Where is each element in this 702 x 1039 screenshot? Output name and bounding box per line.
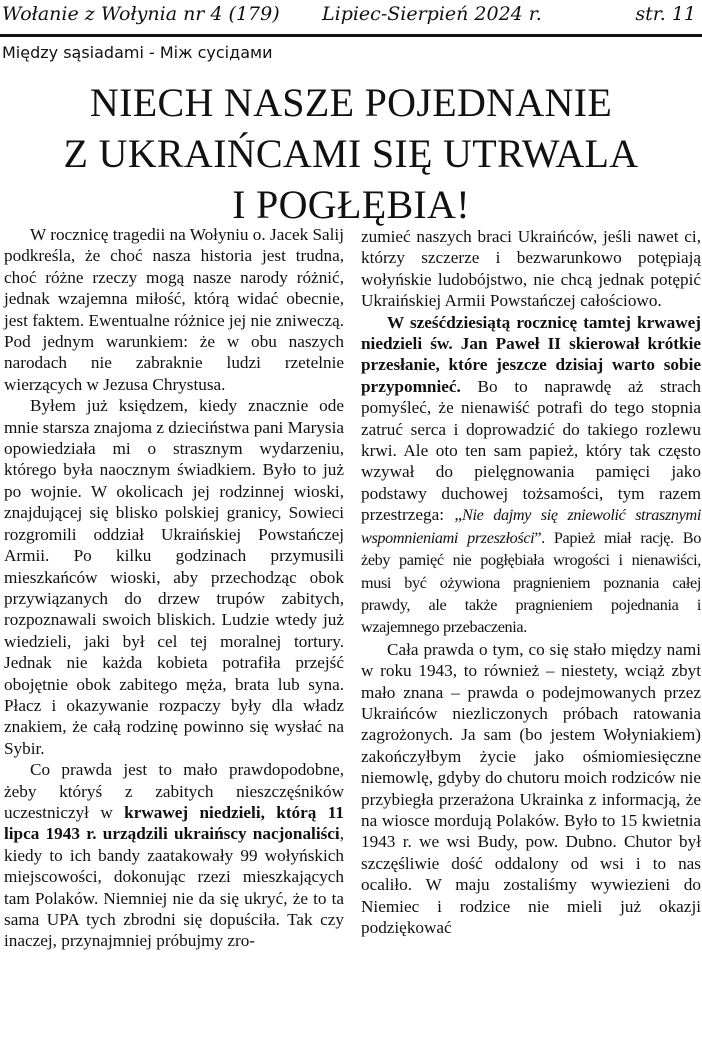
paragraph-3-bold: krwawej niedzieli, którą 11 lipca 1943 r. urządzili ukraińscy nacjonaliści xyxy=(4,802,344,844)
title-line-2: Z UKRAIŃCAMI SIĘ UTRWALA xyxy=(63,131,639,176)
right-column xyxy=(361,226,701,938)
title-line-3: I POGŁĘBIA! xyxy=(232,182,470,227)
paragraph-3-text-a: Co prawda jest to mało prawdopodobne, żeby któryś z zabitych nieszczęśników uczestniczył w xyxy=(4,760,344,822)
paragraph-5 xyxy=(361,312,701,639)
header-rule xyxy=(0,34,702,37)
paragraph-4: zumieć naszych braci Ukraińców, jeśli nawet ci, którzy szczerze i bezwarunkowo potępiają wołyńskie ludobójstwo, nie chcą jednak potępić Ukraińskiej Armii Powstańczej całościowo. xyxy=(361,227,701,311)
left-column xyxy=(4,224,344,952)
paragraph-5-small xyxy=(361,506,701,636)
article-title xyxy=(0,77,702,230)
paragraph-5-text-b: ”. Papież miał rację. Bo żeby pamięć nie pogłębiała wrogości i nienawiści, musi być ożywiona pragnieniem poznania całej prawdy, ale także pragnieniem pojednania i wzajemnego przebaczenia. xyxy=(361,528,701,637)
title-line-1: NIECH NASZE POJEDNANIE xyxy=(89,80,613,125)
running-header xyxy=(0,0,702,30)
paragraph-2: Byłem już księdzem, kiedy znacznie ode mnie starsza znajoma z dzieciństwa pani Marysia opowiedziała mi o strasznym wydarzeniu, którego była naocznym świadkiem. Było to już po wojnie. W okolicach jej rodzinnej wioski, znajdującej się blisko polskiej granicy, Sowieci rozgromili oddział Ukraińskiej Powstańczej Armii. Po kilku godzinach przymusili mieszkańców wioski, aby przechodząc obok przywiązanych do drzew trupów zabitych, rozpoznawali swoich bliskich. Ludzie wtedy już wiedzieli, jaki był cel tej moralnej tortury. Jednak nie każda kobieta potrafiła przejść obojętnie obok zabitego męża, brata lub syna. Płacz i okazywanie rozpaczy były dla władz znakiem, że całą rodzinę powinno się wysłać na Sybir. xyxy=(4,396,344,758)
paragraph-5-bold: W sześćdziesiątą rocznicę tamtej krwawej niedzieli św. Jan Paweł II skierował krótkie przesłanie, które jeszcze dzisiaj warto sobie przypomnieć. xyxy=(361,312,701,396)
paragraph-6: Cała prawda o tym, co się stało między nami w roku 1943, to również – niestety, wciąż zbyt mało znana – prawda o podejmowanych przez Ukraińców niezliczonych próbach ratowania zagrożonych. Ja sam (bo jestem Wołyniakiem) zakończyłbym życie jako ośmiomiesięczne niemowlę, gdyby do chutoru moich rodziców nie przybiegła przerażona Ukrainka z informacją, że na wiosce mordują Polaków. Było to 15 kwietnia 1943 r. we wsi Budy, pow. Dubno. Chutor był szczęśliwie dość oddalony od wsi i to nas ocaliło. W maju zostaliśmy wywiezieni do Niemiec i rodzice nie mieli już okazji podziękować xyxy=(361,639,701,937)
paragraph-3-text-b: , kiedy to ich bandy zaatakowały 99 wołyńskich miejscowości, dokonując rzezi mieszkających tam Polaków. Niemniej nie da się ukryć, że to ta sama UPA tych zbrodni się dopuściła. Tak czy inaczej, przynajmniej próbujmy zro- xyxy=(4,824,344,951)
issue-date: Lipiec-Sierpień 2024 r. xyxy=(322,3,542,25)
paragraph-1: W rocznicę tragedii na Wołyniu o. Jacek Salij podkreśla, że choć nasza historia jest trudna, choć różne rzeczy mogą nasze narody różnić, jednak wzajemna miłość, którą widać obecnie, jest faktem. Ewentualne różnice jej nie zniweczą. Pod jednym warunkiem: że w obu naszych narodach nie zabraknie ludzi rzetelnie wierzących w Jezusa Chrystusa. xyxy=(4,225,344,394)
page-number: str. 11 xyxy=(635,3,696,25)
section-label: Między sąsiadami - Між сусідами xyxy=(2,43,273,62)
paragraph-5-text-a: Bo to naprawdę aż strach pomyśleć, że nienawiść potrafi do tego stopnia zatruć serca i doprowadzić do takiego rozlewu krwi. Ale oto ten sam papież, który tak często wzywał do pielęgnowania pamięci jako podstawy duchowej tożsamości, tym razem przestrzega: „ xyxy=(361,376,701,525)
publication-name: Wołanie z Wołynia nr 4 (179) xyxy=(2,3,280,25)
paragraph-3 xyxy=(4,759,344,952)
pope-quote: Nie dajmy się zniewolić strasznymi wspomnieniami przeszłości xyxy=(361,506,701,547)
